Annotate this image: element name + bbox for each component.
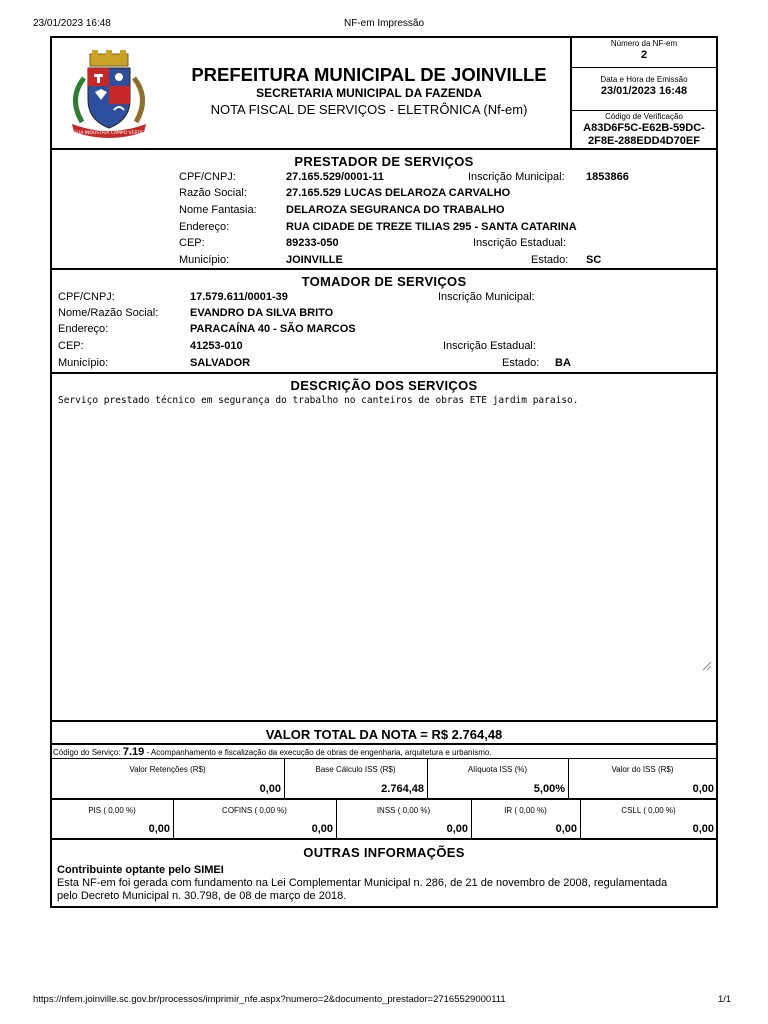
- codigo-servico-label: Código do Serviço:: [53, 748, 121, 757]
- page-title: PREFEITURA MUNICIPAL DE JOINVILLE: [191, 64, 547, 85]
- codigo-servico: [53, 746, 713, 758]
- tomador-estado-label: Estado:: [502, 357, 540, 369]
- valores-0-value: 0,00: [259, 783, 281, 795]
- prestador-title: PRESTADOR DE SERVIÇOS: [294, 154, 474, 169]
- footer-url[interactable]: https://nfem.joinville.sc.gov.br/processos/imprimir_nfe.aspx?numero=2&documento_prestador=27165529000111: [33, 994, 506, 1005]
- codigo-line1: A83D6F5C-E62B-59DC-: [583, 122, 705, 134]
- prestador-cpf: 27.165.529/0001-11: [286, 171, 384, 183]
- outras-line2: pelo Decreto Municipal n. 30.798, de 08 de março de 2018.: [57, 890, 347, 902]
- tomador-cep: 41253-010: [190, 340, 243, 352]
- outras-heading: Contribuinte optante pelo SIMEI: [57, 864, 224, 876]
- tributos-0-label: PIS ( 0,00 %): [88, 806, 136, 815]
- tomador-title: TOMADOR DE SERVIÇOS: [301, 274, 467, 289]
- prestador-im: 1853866: [586, 171, 629, 183]
- tomador-endereco: PARACAÍNA 40 - SÃO MARCOS: [190, 323, 356, 335]
- descricao-text: Serviço prestado técnico em segurança do trabalho no canteiros de obras ETE jardim paraiso.: [58, 395, 579, 406]
- codigo-servico-code: 7.19: [122, 746, 145, 758]
- tributos-3-label: IR ( 0,00 %): [504, 806, 547, 815]
- prestador-razao: 27.165.529 LUCAS DELAROZA CARVALHO: [286, 187, 511, 199]
- codigo-line2: 2F8E-288EDD4D70EF: [588, 135, 700, 147]
- valores-0-label: Valor Retenções (R$): [129, 765, 206, 774]
- valores-3-label: Valor do ISS (R$): [611, 765, 674, 774]
- tributos-3-value: 0,00: [555, 823, 577, 835]
- print-title: NF-em Impressão: [343, 18, 424, 29]
- prestador-municipio: JOINVILLE: [286, 254, 343, 266]
- outras-line1: Esta NF-em foi gerada com fundamento na Lei Complementar Municipal n. 286, de 21 de novembro de 2008, regulamentada: [57, 877, 668, 889]
- valor-total: VALOR TOTAL DA NOTA = R$ 2.764,48: [265, 727, 503, 742]
- tributos-1-label: COFINS ( 0,00 %): [222, 806, 287, 815]
- tomador-ie-label: Inscrição Estadual:: [443, 340, 536, 352]
- footer-page: 1/1: [718, 994, 732, 1005]
- tomador-im-label: Inscrição Municipal:: [438, 291, 535, 303]
- descricao-title: DESCRIÇÃO DOS SERVIÇOS: [290, 378, 478, 393]
- prestador-razao-label: Razão Social:: [179, 187, 247, 199]
- prestador-endereco-label: Endereço:: [179, 221, 230, 233]
- valores-2-label: Alíquota ISS (%): [467, 765, 528, 774]
- prestador-municipio-label: Município:: [179, 254, 230, 266]
- resize-handle-icon[interactable]: [700, 658, 712, 670]
- city-coat-of-arms: [58, 48, 160, 140]
- numero-label: Número da NF-em: [610, 39, 678, 48]
- prestador-cpf-label: CPF/CNPJ:: [179, 171, 236, 183]
- print-datetime: 23/01/2023 16:48: [33, 18, 111, 29]
- tomador-municipio: SALVADOR: [190, 357, 251, 369]
- tomador-municipio-label: Município:: [58, 357, 109, 369]
- prestador-cep: 89233-050: [286, 237, 339, 249]
- document-type: NOTA FISCAL DE SERVIÇOS - ELETRÔNICA (Nf-em): [210, 102, 528, 117]
- numero-value: 2: [640, 49, 648, 61]
- prestador-estado: SC: [586, 254, 602, 266]
- emissao-value: 23/01/2023 16:48: [600, 85, 688, 97]
- tomador-cpf: 17.579.611/0001-39: [190, 291, 288, 303]
- prestador-cep-label: CEP:: [179, 237, 205, 249]
- valores-1-value: 2.764,48: [381, 783, 424, 795]
- tomador-nome: EVANDRO DA SILVA BRITO: [190, 307, 334, 319]
- prestador-fantasia-label: Nome Fantasia:: [179, 204, 257, 216]
- tomador-nome-label: Nome/Razão Social:: [58, 307, 159, 319]
- tributos-2-value: 0,00: [446, 823, 468, 835]
- valores-2-value: 5,00%: [533, 783, 565, 795]
- prestador-estado-label: Estado:: [531, 254, 569, 266]
- coat-of-arms-motto: SUA INDUSTRIA CAMPO VERDE: [74, 131, 144, 136]
- tributos-0-value: 0,00: [148, 823, 170, 835]
- tributos-4-value: 0,00: [692, 823, 714, 835]
- prestador-fantasia: DELAROZA SEGURANCA DO TRABALHO: [286, 204, 505, 216]
- outras-title: OUTRAS INFORMAÇÕES: [303, 845, 465, 860]
- tributos-1-value: 0,00: [311, 823, 333, 835]
- page-subtitle: SECRETARIA MUNICIPAL DA FAZENDA: [256, 86, 482, 100]
- tributos-4-label: CSLL ( 0,00 %): [621, 806, 676, 815]
- emissao-label: Data e Hora de Emissão: [600, 75, 688, 84]
- valores-1-label: Base Cálculo ISS (R$): [315, 765, 396, 774]
- prestador-endereco: RUA CIDADE DE TREZE TILIAS 295 - SANTA CATARINA: [286, 221, 577, 233]
- tomador-endereco-label: Endereço:: [58, 323, 109, 335]
- tomador-cep-label: CEP:: [58, 340, 84, 352]
- tomador-cpf-label: CPF/CNPJ:: [58, 291, 115, 303]
- prestador-im-label: Inscrição Municipal:: [468, 171, 565, 183]
- tomador-estado: BA: [555, 357, 571, 369]
- prestador-ie-label: Inscrição Estadual:: [473, 237, 566, 249]
- tributos-2-label: INSS ( 0,00 %): [376, 806, 431, 815]
- codigo-label: Código de Verificação: [605, 112, 683, 121]
- valores-3-value: 0,00: [692, 783, 714, 795]
- codigo-servico-desc: - Acompanhamento e fiscalização da execução de obras de engenharia, arquitetura e urbanismo.: [146, 748, 492, 757]
